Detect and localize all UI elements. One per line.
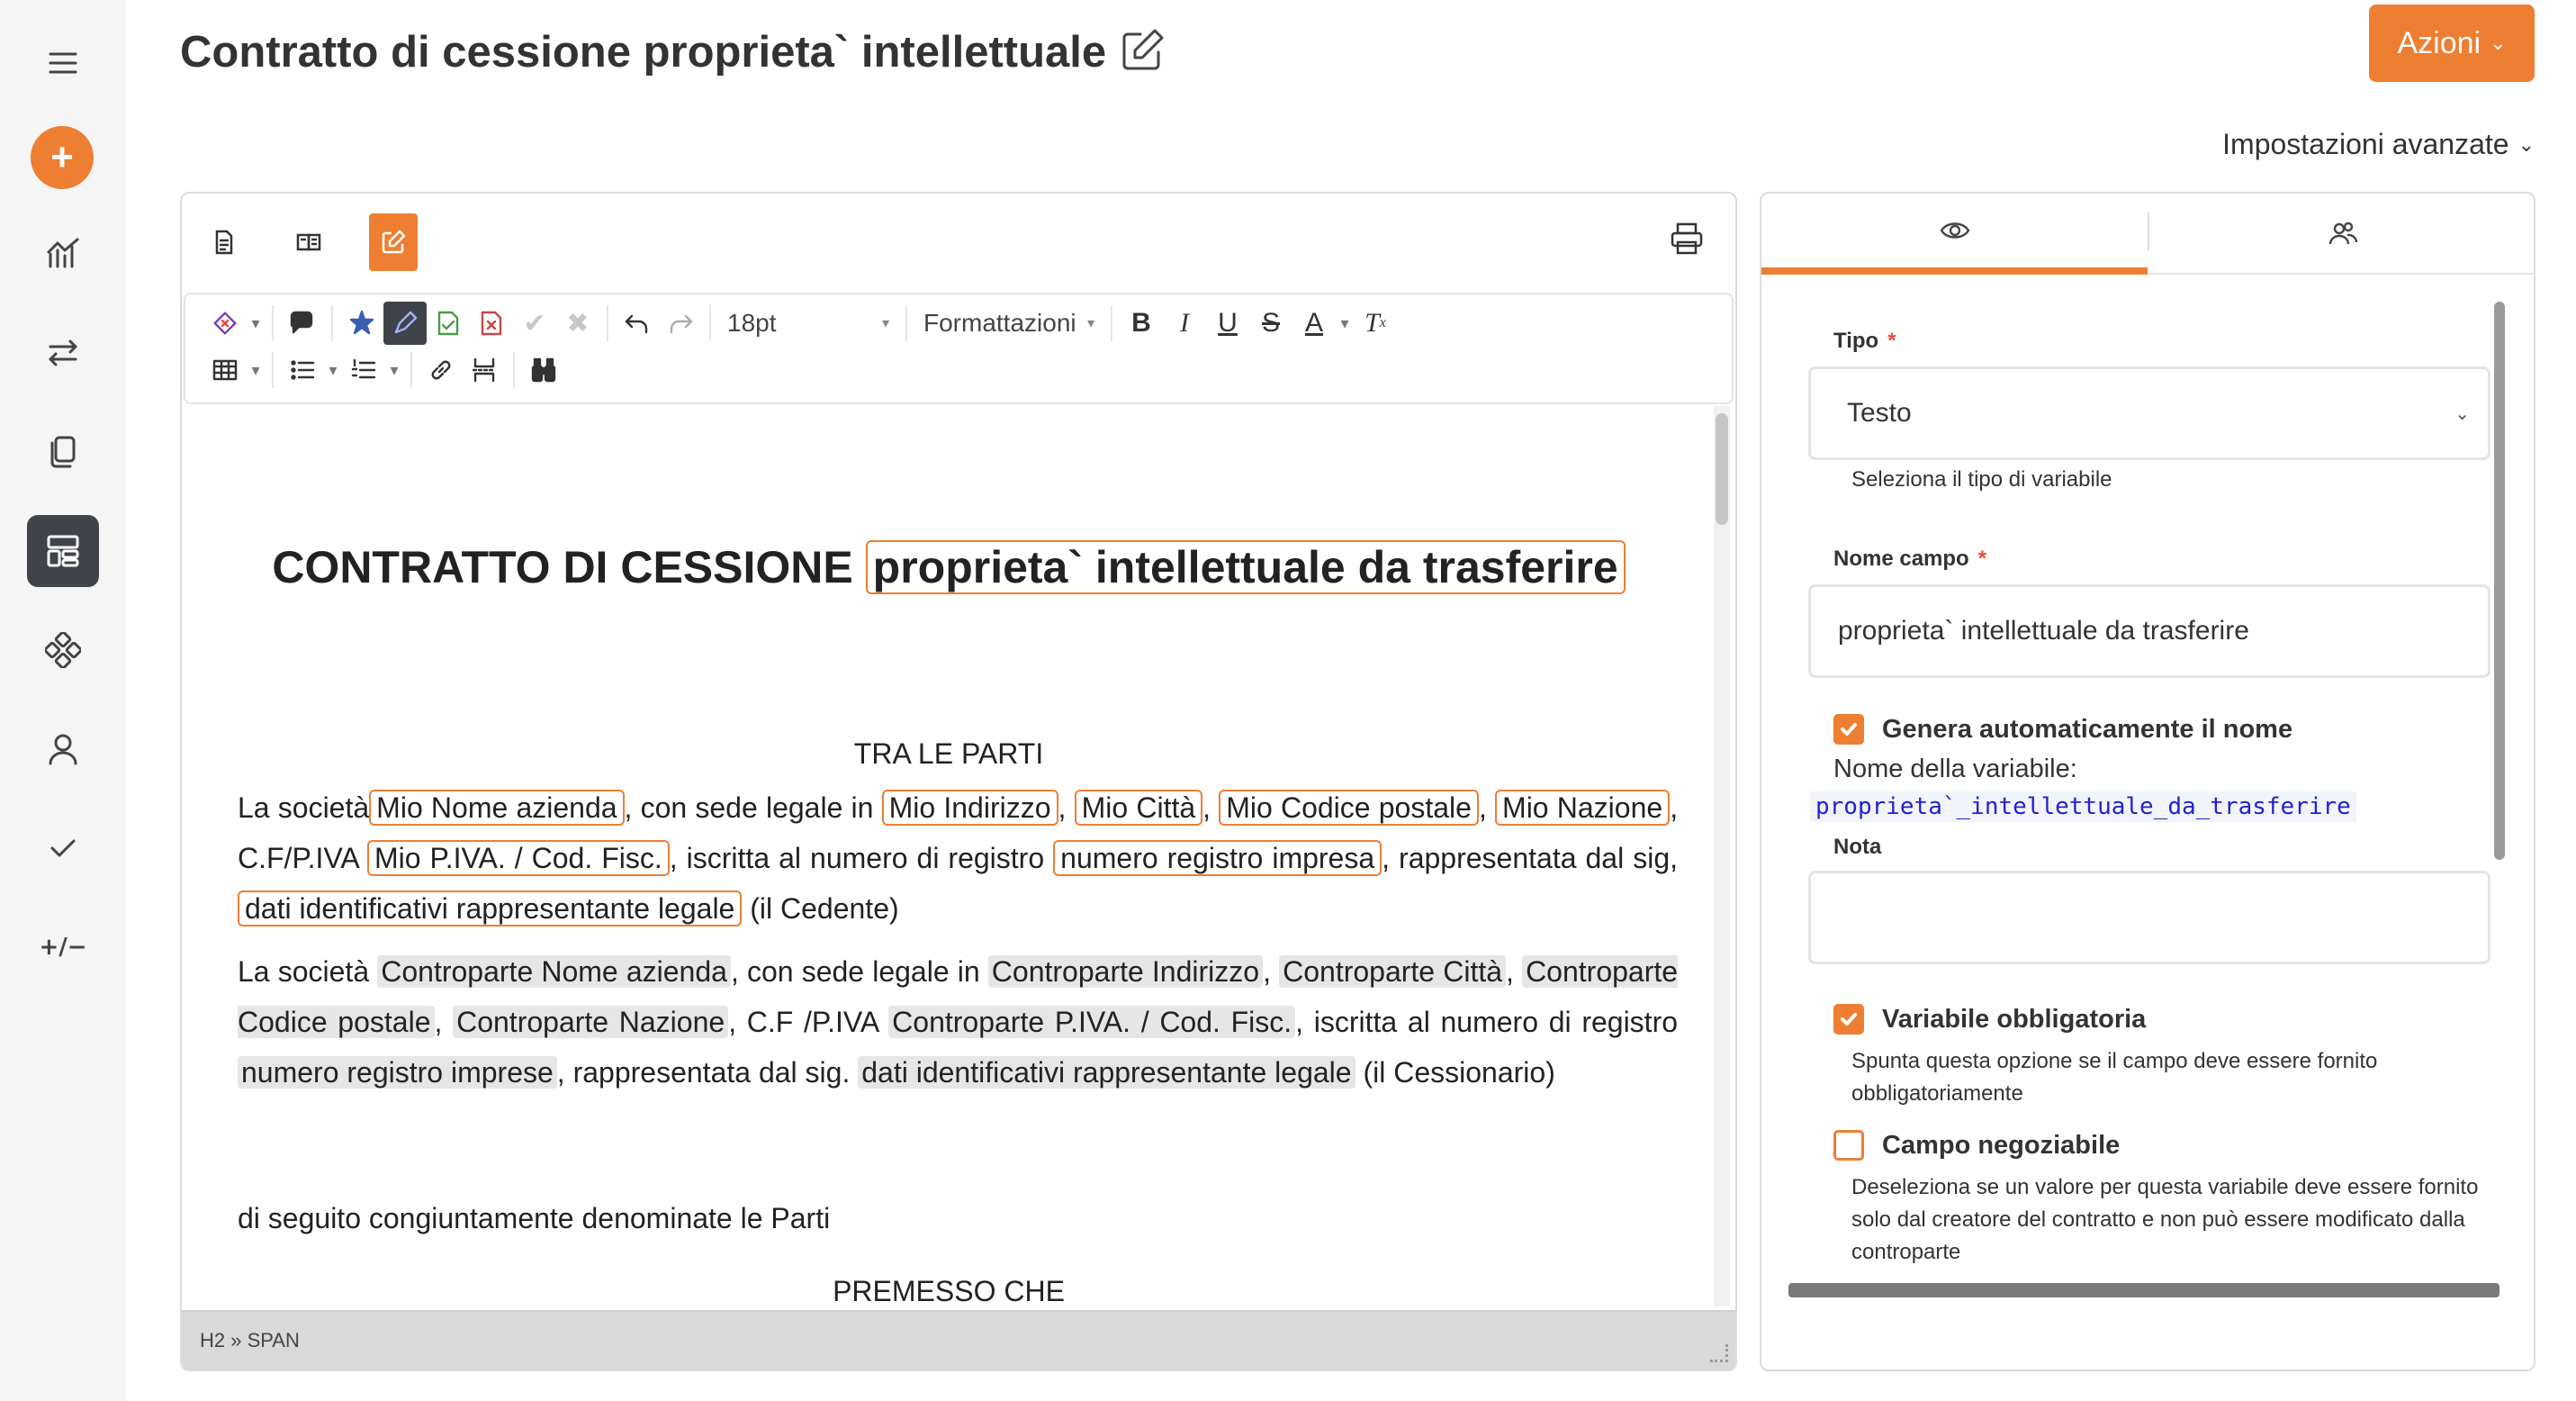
undo-icon <box>623 309 652 338</box>
type-select[interactable] <box>1808 366 2490 460</box>
italic-button[interactable]: I <box>1180 308 1189 338</box>
print-button[interactable] <box>1669 221 1708 260</box>
variable-chip[interactable]: Mio P.IVA. / Cod. Fisc. <box>367 840 670 876</box>
required-checkbox[interactable] <box>1833 1004 2146 1035</box>
find-replace-button[interactable] <box>522 348 565 392</box>
editor-statusbar <box>182 1310 1735 1369</box>
variable-name-value: proprieta`_intellettuale_da_trasferire <box>1810 791 2356 822</box>
add-button[interactable] <box>31 126 94 189</box>
binoculars-icon <box>529 356 558 384</box>
dashboard-icon[interactable] <box>27 515 99 587</box>
comment-button[interactable] <box>281 302 324 345</box>
element-path: H2 » SPAN <box>200 1329 300 1351</box>
counterparty-variable-chip[interactable]: Controparte Indirizzo <box>988 955 1263 988</box>
counterparty-variable-chip[interactable]: Controparte Codice postale <box>238 955 1679 1038</box>
toolbar-divider <box>607 305 608 341</box>
bullet-list-button[interactable] <box>281 348 324 392</box>
chevron-down-icon[interactable]: ▾ <box>1340 313 1349 332</box>
toolbar-divider <box>272 352 274 388</box>
checkbox-checked[interactable] <box>1833 714 1864 745</box>
bullet-list-icon <box>288 356 317 384</box>
chevron-down-icon[interactable]: ▾ <box>251 313 260 332</box>
toolbar-divider <box>1111 305 1112 341</box>
editor-panel <box>180 192 1737 1371</box>
font-size-select[interactable] <box>718 302 898 345</box>
compare-view-button[interactable] <box>284 213 333 271</box>
counterparty-variable-chip[interactable]: numero registro imprese <box>238 1056 557 1089</box>
chevron-down-icon: ⌄ <box>2454 403 2470 424</box>
tab-preview[interactable] <box>1761 194 2148 275</box>
variable-chip[interactable]: Mio Nazione <box>1495 790 1670 826</box>
text-run: , <box>1202 791 1220 824</box>
user-icon[interactable] <box>27 713 99 785</box>
toolbar-divider <box>410 352 412 388</box>
document-scrollbar[interactable] <box>1716 413 1728 525</box>
numbered-list-icon <box>349 356 378 384</box>
paragraph-cedente <box>238 782 1678 934</box>
toolbar-row-1 <box>203 300 1397 347</box>
table-button[interactable] <box>203 348 247 392</box>
checkbox-unchecked[interactable] <box>1833 1130 1864 1161</box>
add-icon: + <box>50 135 74 179</box>
check-icon <box>1838 1008 1860 1030</box>
negotiable-help: Deseleziona se un valore per questa variabile deve essere fornito solo dal creatore del contratto e non può essere modificato dalla controparte <box>1851 1175 2479 1264</box>
parties-heading: TRA LE PARTI <box>853 737 1044 770</box>
diff-label: +/− <box>39 934 87 961</box>
reject-button[interactable]: ✖ <box>566 308 590 339</box>
analytics-icon[interactable] <box>27 218 99 290</box>
toolbar-divider <box>905 305 907 341</box>
text-run: , iscritta al numero di registro <box>1295 1006 1679 1038</box>
actions-button[interactable] <box>2369 5 2535 82</box>
star-icon <box>347 309 376 338</box>
ai-star-button[interactable] <box>340 302 383 345</box>
compare-icon <box>296 230 321 255</box>
diff-icon[interactable] <box>27 911 99 983</box>
text-run: , rappresentata dal sig. <box>556 1056 859 1089</box>
variable-icon <box>211 309 239 338</box>
variable-name-label: Nome della variabile: <box>1833 755 2077 783</box>
link-icon <box>427 356 455 384</box>
checkbox-checked[interactable] <box>1833 1004 1864 1035</box>
resize-handle[interactable] <box>1710 1344 1728 1362</box>
counterparty-variable-chip[interactable]: Controparte Nome azienda <box>377 955 731 988</box>
page-break-icon <box>470 356 499 384</box>
formats-select[interactable] <box>914 302 1103 345</box>
chevron-down-icon[interactable]: ▾ <box>390 360 399 379</box>
text-run: , <box>1478 791 1496 824</box>
text-run: (il Cedente) <box>742 892 899 925</box>
doc-check-icon <box>434 309 463 338</box>
negotiable-label: Campo negoziabile <box>1882 1130 2121 1160</box>
document-title-text: CONTRATTO DI CESSIONE <box>272 542 853 592</box>
variable-chip[interactable]: Mio Codice postale <box>1219 790 1479 826</box>
text-run: , <box>1506 955 1523 988</box>
required-label: Variabile obbligatoria <box>1882 1004 2147 1034</box>
clear-formatting-button[interactable]: T x <box>1365 308 1386 338</box>
edit-view-button[interactable] <box>369 213 418 271</box>
variable-chip[interactable]: proprieta` intellettuale da trasferire <box>866 540 1626 594</box>
advanced-settings-toggle[interactable] <box>2222 128 2535 161</box>
note-label: Nota <box>1833 835 1882 859</box>
formats-label: Formattazioni <box>923 309 1076 337</box>
undo-button[interactable] <box>616 302 659 345</box>
printer-icon <box>1669 221 1705 257</box>
variable-chip[interactable]: Mio Indirizzo <box>882 790 1058 826</box>
redo-icon <box>666 309 695 338</box>
numbered-list-button[interactable] <box>342 348 385 392</box>
auto-name-checkbox[interactable] <box>1833 714 2292 745</box>
bold-button[interactable]: B <box>1131 308 1151 338</box>
panel-scrollbar[interactable] <box>2494 302 2505 860</box>
text-run: , <box>1058 791 1075 824</box>
paragraph-parti: di seguito congiuntamente denominate le Parti <box>238 1202 831 1234</box>
advanced-settings-label: Impostazioni avanzate <box>2222 128 2509 160</box>
document-icon <box>212 230 237 255</box>
redo-button[interactable] <box>659 302 702 345</box>
toolbar-divider <box>513 352 515 388</box>
counterparty-variable-chip[interactable]: Controparte P.IVA. / Cod. Fisc. <box>888 1006 1295 1038</box>
required-help: Spunta questa opzione se il campo deve essere fornito obbligatoriamente <box>1851 1049 2378 1106</box>
text-run: La società <box>238 955 378 988</box>
sidebar <box>0 0 125 1401</box>
chevron-down-icon[interactable]: ▾ <box>251 360 260 379</box>
auto-name-label: Genera automaticamente il nome <box>1882 714 2293 744</box>
document-title <box>184 541 1714 593</box>
panel-horizontal-scrollbar[interactable] <box>1788 1283 2499 1297</box>
document-editor[interactable] <box>184 406 1734 1306</box>
panel-tabs <box>1761 194 2534 275</box>
text-run: , con sede legale in <box>730 955 988 988</box>
menu-icon[interactable] <box>27 27 99 99</box>
link-button[interactable] <box>419 348 463 392</box>
type-value: Testo <box>1847 398 1912 428</box>
page-break-button[interactable] <box>463 348 506 392</box>
toolbar-divider <box>709 305 711 341</box>
variable-chip[interactable]: Mio Città <box>1075 790 1203 826</box>
variable-chip[interactable]: numero registro impresa <box>1053 840 1382 876</box>
text-color-button[interactable]: A <box>1304 308 1323 338</box>
strikethrough-button[interactable]: S <box>1261 308 1280 338</box>
chevron-down-icon[interactable]: ▾ <box>329 360 338 379</box>
comment-icon <box>288 309 317 338</box>
chevron-down-icon: ▾ <box>1086 316 1094 331</box>
eye-icon <box>1940 215 1970 246</box>
variable-chip[interactable]: dati identificativi rappresentante legale <box>238 890 742 926</box>
paragraph-cessionario <box>238 946 1678 1098</box>
toolbar-divider <box>331 305 333 341</box>
check-icon <box>1838 719 1860 740</box>
components-icon[interactable] <box>27 614 99 686</box>
track-changes-button[interactable] <box>383 302 427 345</box>
toolbar-row-2 <box>203 347 565 393</box>
actions-label: Azioni <box>2397 25 2481 60</box>
variable-properties-panel <box>1760 192 2535 1371</box>
font-size-value: 18pt <box>727 309 777 337</box>
negotiable-checkbox[interactable] <box>1833 1130 2120 1161</box>
doc-cross-icon <box>477 309 506 338</box>
premises-heading: PREMESSO CHE <box>833 1275 1065 1306</box>
pen-icon <box>391 309 419 338</box>
users-icon <box>2328 219 2358 249</box>
type-help: Seleziona il tipo di variabile <box>1851 467 2112 492</box>
underline-button[interactable]: U <box>1218 308 1238 338</box>
accept-changes-button[interactable] <box>427 302 470 345</box>
chevron-down-icon: ⌄ <box>2490 32 2507 54</box>
page-title: Contratto di cessione proprieta` intellettuale <box>180 28 1107 77</box>
text-run: , C.F /P.IVA <box>728 1006 889 1038</box>
counterparty-variable-chip[interactable]: Controparte Nazione <box>453 1006 728 1038</box>
check-icon[interactable] <box>27 812 99 884</box>
transfer-icon[interactable] <box>27 317 99 389</box>
chevron-down-icon: ▾ <box>881 316 889 331</box>
field-name-label: Nome campo * <box>1833 547 1987 571</box>
reject-changes-button[interactable] <box>470 302 513 345</box>
editor-toolbar <box>184 293 1734 404</box>
tab-users[interactable] <box>2149 194 2535 275</box>
variable-chip[interactable]: Mio Nome azienda <box>369 790 624 826</box>
counterparty-variable-chip[interactable]: dati identificativi rappresentante legale <box>858 1056 1355 1089</box>
toolbar-divider <box>272 305 274 341</box>
accept-button[interactable]: ✔ <box>523 308 546 339</box>
text-run: La società <box>238 791 370 824</box>
insert-variable-button[interactable] <box>203 302 247 345</box>
editor-view-bar <box>182 194 1735 293</box>
edit-icon <box>381 230 406 255</box>
counterparty-variable-chip[interactable]: Controparte Città <box>1279 955 1506 988</box>
documents-icon[interactable] <box>27 416 99 488</box>
field-name-input[interactable]: proprieta` intellettuale da trasferire <box>1808 584 2490 678</box>
text-run: (il Cessionario) <box>1355 1056 1555 1089</box>
edit-title-icon[interactable] <box>1119 27 1166 74</box>
document-view-button[interactable] <box>200 213 248 271</box>
text-run: , C.F/P.IVA <box>238 791 1679 874</box>
text-run: , rappresentata dal sig, <box>1382 842 1679 874</box>
text-run: , iscritta al numero di registro <box>669 842 1054 874</box>
chevron-down-icon: ⌄ <box>2517 132 2535 156</box>
text-run: , <box>1263 955 1280 988</box>
document-scrollbar-track <box>1714 406 1730 1306</box>
text-run: , con sede legale in <box>624 791 882 824</box>
type-label: Tipo * <box>1833 329 1896 353</box>
note-input[interactable] <box>1808 871 2490 964</box>
text-run: , <box>434 1006 454 1038</box>
table-icon <box>211 356 239 384</box>
